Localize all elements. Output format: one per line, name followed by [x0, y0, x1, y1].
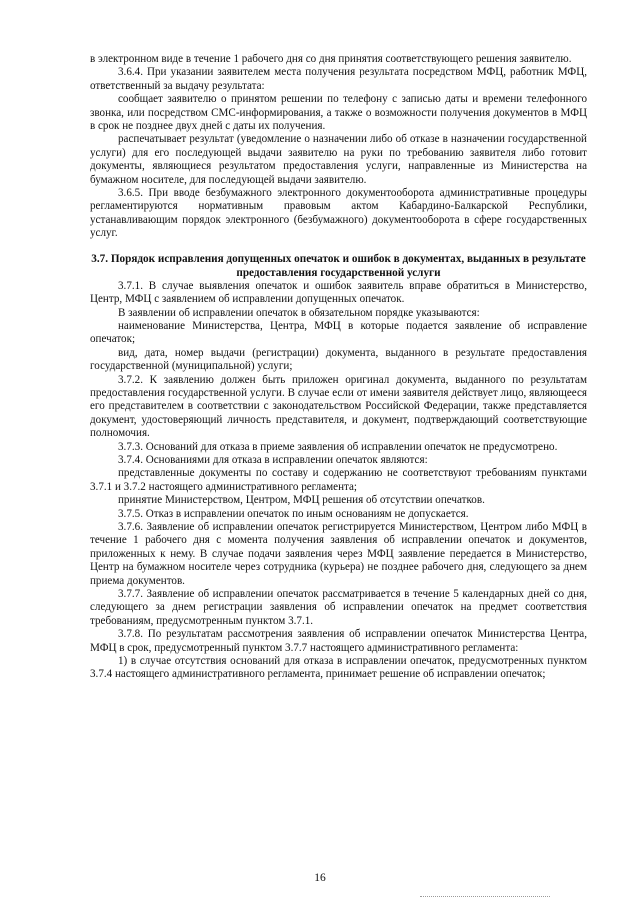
document-body: [90, 53, 587, 682]
paragraph: вид, дата, номер выдачи (регистрации) документа, выданного в результате предоставления государственной (муниципальной) услуги;: [90, 346, 587, 373]
paragraph: наименование Министерства, Центра, МФЦ в которые подается заявление об исправление опечаток;: [90, 319, 587, 346]
paragraph: 3.7.2. К заявлению должен быть приложен оригинал документа, выданного по результатам предоставления государственной услуги. В случае если от имени заявителя действует лицо, являющееся его представителем в соответствии с законодательством Российской Федерации, также представляется документ, удостоверяющий личность представителя, и документ, подтверждающий соответствующие полномочия.: [90, 373, 587, 440]
paragraph: 3.7.4. Основаниями для отказа в исправлении опечаток являются:: [118, 453, 428, 466]
page-number: 16: [314, 872, 326, 884]
paragraph: 3.6.5. При вводе безбумажного электронного документооборота административные процедуры регламентируются нормативным правовым актом Кабардино-Балкарской Республики, устанавливающим порядок электронного (безбумажного) документооборота в сфере государственных услуг.: [90, 187, 587, 240]
paragraph: 3.7.3. Оснований для отказа в приеме заявления об исправлении опечаток не предусмотрено.: [118, 440, 558, 453]
section-heading: 3.7. Порядок исправления допущенных опечаток и ошибок в документах, выданных в результате предоставления государственной услуги: [91, 252, 586, 279]
spacer: [90, 241, 587, 252]
paragraph: сообщает заявителю о принятом решении по телефону с записью даты и времени телефонного звонка, или посредством СМС-информирования, а также о возможности получения документов в МФЦ в срок не позднее двух дней с даты их получения.: [90, 93, 587, 133]
paragraph: в электронном виде в течение 1 рабочего дня со дня принятия соответствующего решения заявителю.: [90, 53, 572, 65]
paragraph: 3.7.1. В случае выявления опечаток и ошибок заявитель вправе обратиться в Министерство, Центр, МФЦ с заявлением об исправлении допущенных опечаток.: [90, 279, 587, 306]
paragraph: представленные документы по составу и содержанию не соответствуют требованиям пунктами 3.7.1 и 3.7.2 настоящего административного регламента;: [90, 467, 587, 493]
paragraph: принятие Министерством, Центром, МФЦ решения об отсутствии опечатков.: [118, 494, 485, 507]
paragraph: распечатывает результат (уведомление о назначении либо об отказе в назначении государственной услуги) для его последующей выдачи заявителю на руки по требованию заявителя либо готовит документы, являющиеся результатом предоставления услуги, направленные из Министерства на бумажном носителе, для последующей выдачи заявителю.: [90, 133, 587, 186]
paragraph: 3.7.7. Заявление об исправлении опечаток рассматривается в течение 5 календарных дней со дня, следующего за днем регистрации заявления об исправлении опечаток на предмет соответствия требованиям, предусмотренным пунктом 3.7.1.: [90, 588, 587, 627]
paragraph: 3.7.8. По результатам рассмотрения заявления об исправлении опечаток Министерства Центра, МФЦ в срок, предусмотренный пунктом 3.7.7 настоящего административного регламента:: [90, 628, 587, 654]
paragraphs-before-heading: [90, 53, 587, 241]
paragraph: 3.6.4. При указании заявителем места получения результата посредством МФЦ, работник МФЦ, ответственный за выдачу результата:: [90, 66, 587, 92]
paragraphs-after-heading: [90, 280, 587, 682]
paragraph: 1) в случае отсутствия оснований для отказа в исправлении опечаток, предусмотренных пунктом 3.7.4 настоящего административного регламента, принимает решение об исправлении опечаток;: [90, 655, 587, 681]
paragraph: В заявлении об исправлении опечаток в обязательном порядке указываются:: [118, 306, 480, 319]
paragraph: 3.7.5. Отказ в исправлении опечаток по иным основаниям не допускается.: [118, 507, 469, 520]
paragraph: 3.7.6. Заявление об исправлении опечаток регистрируется Министерством, Центром либо МФЦ в течение 1 рабочего дня с момента получения заявления об исправлении опечаток и документов, приложенных к нему. В случае подачи заявления через МФЦ заявление передается в Министерство, Центр на бумажном носителе через сотрудника (курьера) не позднее рабочего дня, следующего за днем приема документов.: [90, 521, 587, 587]
scan-artifact: [420, 896, 550, 898]
